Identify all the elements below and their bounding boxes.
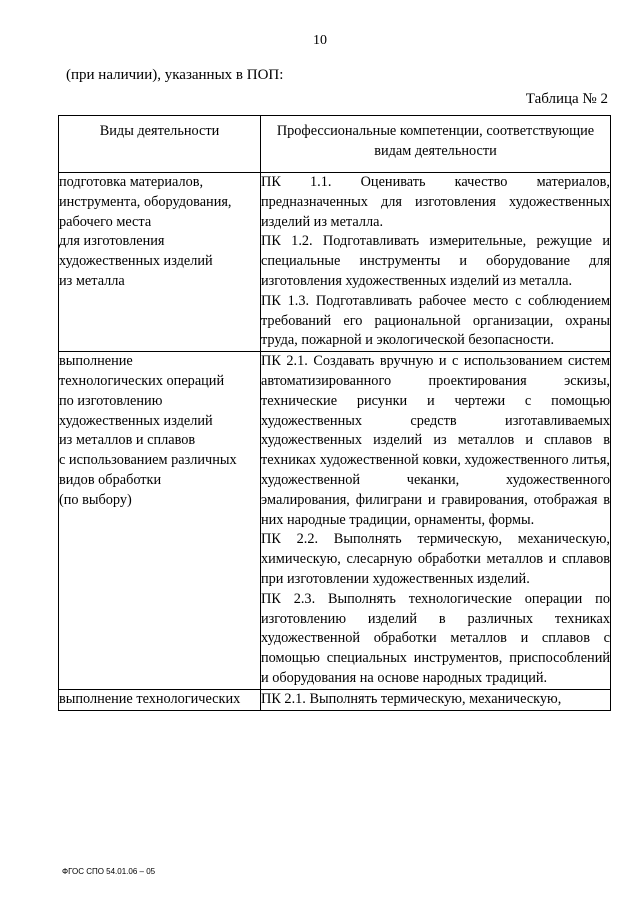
activity-line: технологических операций [59, 372, 225, 389]
activity-line: выполнение [59, 353, 133, 370]
table-caption: Таблица № 2 [525, 91, 608, 107]
header-activities: Виды деятельности [59, 116, 261, 173]
competency-item: ПК 1.2. Подготавливать измерительные, режущие и специальные инструменты и оборудование для изготовления художественных изделий из металла. [261, 233, 610, 289]
competency-item: ПК 1.3. Подготавливать рабочее место с соблюдением требований его рациональной организации, охраны труда, пожарной и экологической безопасности. [261, 292, 610, 349]
competencies-cell [261, 173, 611, 352]
activity-line: видов обработки [59, 471, 162, 488]
table-row [59, 173, 611, 352]
activity-line: из металлов и сплавов [59, 432, 196, 449]
competency-item: ПК 2.3. Выполнять технологические операции по изготовлению изделий в различных техниках художественной обработки металлов и сплавов с помощью специальных инструментов, приспособлений и оборудования на основе народных традиций. [261, 590, 610, 686]
competency-item: ПК 2.1. Выполнять термическую, механическую, [261, 690, 562, 707]
activity-line: выполнение технологических [59, 690, 241, 707]
competencies-table [58, 115, 611, 711]
activity-line: художественных изделий [59, 253, 213, 270]
intro-text: (при наличии), указанных в ПОП: [66, 67, 284, 83]
activity-line: (по выбору) [59, 491, 132, 508]
activity-line: из металла [59, 272, 125, 289]
activity-cell [59, 173, 261, 352]
activity-line: инструмента, оборудования, [59, 193, 232, 210]
page-number: 10 [313, 33, 327, 48]
activity-cell [59, 352, 261, 690]
competency-item: ПК 2.1. Создавать вручную и с использованием систем автоматизированного проектирования эскизы, технические рисунки и чертежи с помощью художественных средств изготавливаемых художественных изделий из металлов и сплавов в техниках художественной ковки, художественного литья, художественной чеканки, художественного эмалирования, филиграни и гравирования, отображая в них народные традиции, орнаменты, формы. [261, 353, 610, 528]
competency-item: ПК 1.1. Оценивать качество материалов, предназначенных для изготовления художественных изделий из металла. [261, 174, 610, 230]
table-row [59, 689, 611, 710]
activity-line: по изготовлению [59, 392, 163, 409]
activity-line: подготовка материалов, [59, 174, 204, 190]
footer-code: ФГОС СПО 54.01.06 – 05 [62, 867, 156, 876]
competencies-cell [261, 352, 611, 690]
competencies-cell [261, 689, 611, 710]
activity-line: с использованием различных [59, 452, 237, 469]
activity-line: для изготовления [59, 233, 165, 250]
table-row [59, 352, 611, 690]
header-competencies: Профессиональные компетенции, соответствующие видам деятельности [261, 116, 611, 173]
activity-line: художественных изделий [59, 412, 213, 429]
activity-line: рабочего места [59, 213, 152, 230]
competency-item: ПК 2.2. Выполнять термическую, механическую, химическую, слесарную обработки металлов и сплавов при изготовлении художественных изделий. [261, 531, 610, 587]
table-header-row [59, 116, 611, 173]
activity-cell [59, 689, 261, 710]
